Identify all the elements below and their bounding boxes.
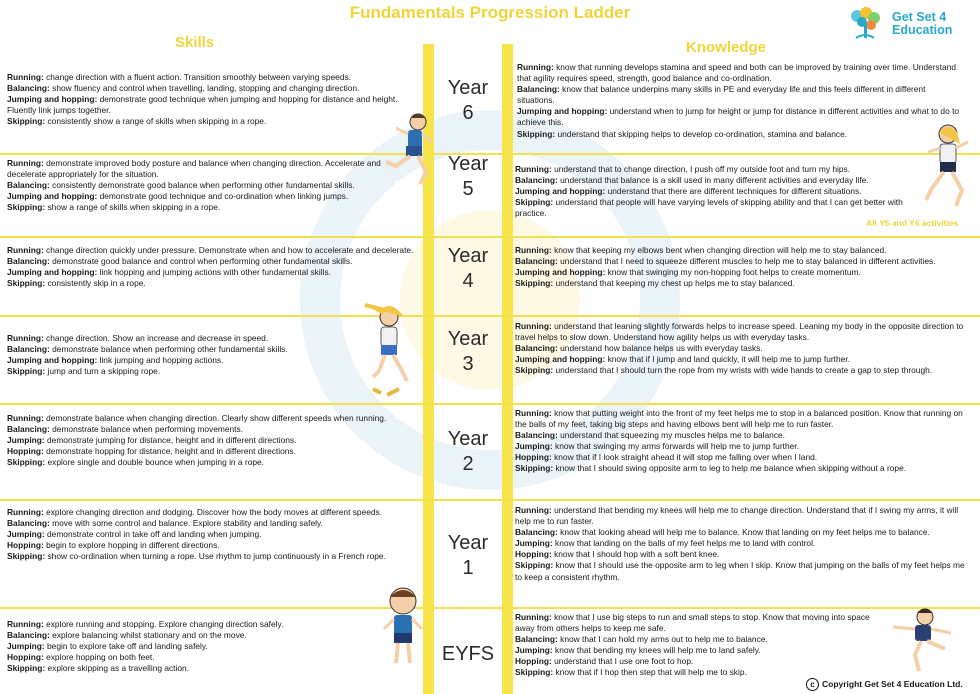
year-label-6 bbox=[434, 76, 502, 126]
knowledge-line: Jumping: know that landing on the balls of my feet helps me to land with control. bbox=[515, 538, 816, 549]
skill-line: Balancing: demonstrate balance when performing other fundamental skills. bbox=[7, 344, 288, 355]
year-label-2 bbox=[434, 427, 502, 477]
brand-logo bbox=[848, 6, 976, 42]
skill-line: Hopping: explore hopping on both feet. bbox=[7, 652, 155, 663]
year-label-text: 5 bbox=[462, 178, 474, 200]
knowledge-line: Hopping: understand that I use one foot to hop. bbox=[515, 656, 694, 667]
knowledge-line: Skipping: know that I should swing opposite arm to leg to help me balance when skipping without a rope. bbox=[515, 463, 907, 474]
skill-line: Running: demonstrate balance when changing direction. Clearly show different speeds when running. bbox=[7, 413, 387, 423]
skills-header: Skills bbox=[175, 34, 215, 51]
skill-line: Balancing: explore balancing whilst stationary and on the move. bbox=[7, 630, 247, 641]
skills-cell-year-1 bbox=[7, 507, 397, 605]
row-divider bbox=[0, 499, 980, 501]
skill-line: Jumping and hopping: demonstrate good technique and co-ordination when linking jumps. bbox=[7, 191, 349, 202]
knowledge-line: Jumping and hopping: know that if I jump and land quickly, it will help me to jump further. bbox=[515, 354, 850, 365]
knowledge-line: Hopping: know that I should hop with a soft bent knee. bbox=[515, 549, 720, 560]
skill-line: Jumping and hopping: link jumping and hopping actions. bbox=[7, 355, 224, 366]
year-label-text: Year bbox=[447, 328, 489, 350]
knowledge-cell-year-6 bbox=[517, 62, 962, 152]
knowledge-line: Skipping: understand that skipping helps to develop co-ordination, stamina and balance. bbox=[517, 128, 848, 139]
knowledge-line: Running: understand that bending my knees will help me to change direction. Understand that if I swing my arms, it will help me to run faster. bbox=[515, 505, 959, 527]
row-divider bbox=[0, 607, 980, 609]
skill-line: Balancing: demonstrate balance when performing movements. bbox=[7, 424, 244, 435]
skill-line: Running: change direction with a fluent action. Transition smoothly between varying speeds. bbox=[7, 72, 352, 82]
knowledge-line: Running: know that keeping my elbows bent when changing direction will help me to stay balanced. bbox=[515, 245, 887, 255]
skill-line: Skipping: explore skipping as a travelling action. bbox=[7, 663, 190, 674]
row-divider bbox=[0, 315, 980, 317]
knowledge-line: Running: know that I use big steps to run and small steps to stop. Know that moving into space away from others helps to keep me safe. bbox=[515, 612, 870, 634]
skill-line: Hopping: begin to explore hopping in different directions. bbox=[7, 540, 220, 551]
year-label-text: EYFS bbox=[441, 643, 495, 665]
skill-line: Skipping: show a range of skills when skipping in a rope. bbox=[7, 202, 221, 213]
running-boy-illustration bbox=[378, 110, 438, 190]
knowledge-cell-year-1 bbox=[515, 505, 973, 605]
skill-line: Balancing: move with some control and balance. Explore stability and landing safely. bbox=[7, 518, 323, 529]
skill-line: Running: explore running and stopping. Explore changing direction safely. bbox=[7, 619, 284, 629]
year-label-text: 2 bbox=[462, 453, 474, 475]
knowledge-line: Jumping: know that swinging my arms forwards will help me to jump further. bbox=[515, 441, 799, 452]
year-label-text: Year bbox=[447, 245, 489, 267]
year-label-5 bbox=[434, 152, 502, 202]
tree-logo-icon bbox=[848, 6, 882, 40]
knowledge-line: Jumping and hopping: understand when to jump for height or jump for distance in different activities and what to do to achieve this. bbox=[517, 106, 960, 128]
skill-line: Jumping and hopping: link hopping and jumping actions with other fundamental skills. bbox=[7, 267, 331, 278]
page-title: Fundamentals Progression Ladder bbox=[349, 3, 631, 22]
skill-line: Jumping and hopping: demonstrate good technique when jumping and hopping for distance and height. Fluently link jumps together. bbox=[7, 94, 398, 116]
knowledge-line: Balancing: understand that I need to squeeze different muscles to help me to stay balanced in different activities. bbox=[515, 256, 936, 267]
skill-line: Hopping: demonstrate hopping for distance, height and in different directions. bbox=[7, 446, 296, 457]
skill-line: Balancing: consistently demonstrate good balance when performing other fundamental skills. bbox=[7, 180, 355, 191]
knowledge-cell-year-4 bbox=[515, 245, 955, 313]
copyright-notice: c Copyright Get Set 4 Education Ltd. bbox=[806, 678, 963, 691]
knowledge-line: Jumping and hopping: understand that there are different techniques for different situations. bbox=[515, 186, 862, 197]
knowledge-line: Jumping: know that bending my knees will help me to land safely. bbox=[515, 645, 761, 656]
knowledge-cell-year-5 bbox=[515, 164, 930, 224]
year-label-eyfs bbox=[434, 642, 502, 667]
skill-line: Running: change direction quickly under pressure. Demonstrate when and how to accelerate and decelerate. bbox=[7, 245, 414, 255]
row-divider bbox=[0, 236, 980, 238]
year-label-3 bbox=[434, 327, 502, 377]
year-label-text: Year bbox=[447, 428, 489, 450]
knowledge-line: Running: know that running develops stamina and speed and both can be improved by training over time. Understand that agility requires speed, strength, good balance and co-ordination. bbox=[517, 62, 956, 84]
year-label-text: Year bbox=[447, 532, 489, 554]
skill-line: Running: demonstrate improved body posture and balance when changing direction. Accelerate and decelerate appropriately for the situation. bbox=[7, 158, 381, 180]
skill-line: Jumping: begin to explore take off and landing safely. bbox=[7, 641, 208, 652]
knowledge-line: Skipping: understand that people will have varying levels of skipping ability and that I can get better with practice. bbox=[515, 197, 903, 219]
knowledge-line: Balancing: understand how balance helps us with everyday tasks. bbox=[515, 343, 763, 354]
skill-line: Skipping: show co-ordination when turning a rope. Use rhythm to jump continuously in a French rope. bbox=[7, 551, 386, 562]
skill-line: Skipping: explore single and double bounce when jumping in a rope. bbox=[7, 457, 264, 468]
skill-line: Balancing: show fluency and control when travelling, landing, stopping and changing direction. bbox=[7, 83, 360, 94]
skill-line: Running: explore changing direction and dodging. Discover how the body moves at different speeds. bbox=[7, 507, 383, 517]
knowledge-line: Running: understand that to change direction, I push off my outside foot and turn my hips. bbox=[515, 164, 851, 174]
knowledge-cell-year-3 bbox=[515, 321, 970, 401]
knowledge-cell-eyfs bbox=[515, 612, 885, 688]
knowledge-line: Hopping: know that if I look straight ahead it will stop me falling over when I land. bbox=[515, 452, 818, 463]
year-label-text: Year bbox=[447, 77, 489, 99]
standing-boy-illustration bbox=[378, 583, 428, 673]
logo-line-2: Education bbox=[892, 23, 953, 37]
knowledge-line: Running: understand that leaning slightly forwards helps to increase speed. Leaning my body in the opposite direction to travel helps to slow down. Understand how agility helps us with everyday tasks. bbox=[515, 321, 964, 343]
knowledge-line: Skipping: know that I should use the opposite arm to leg when I skip. Know that jumping on the balls of my feet helps me to keep a consistent rhythm. bbox=[515, 560, 965, 582]
skill-line: Jumping: demonstrate jumping for distance, height and in different directions. bbox=[7, 435, 297, 446]
knowledge-line: Running: know that putting weight into the front of my feet helps me to stop in a balanced position. Know that running on the balls of my feet, taking big steps and having elbows bent will help me to run faster. bbox=[515, 408, 963, 430]
skill-line: Running: change direction. Show an increase and decrease in speed. bbox=[7, 333, 269, 343]
skill-line: Skipping: consistently skip in a rope. bbox=[7, 278, 146, 289]
knowledge-line: Balancing: know that balance underpins many skills in PE and everyday life and this feels different in different situations. bbox=[517, 84, 926, 106]
knowledge-line: Skipping: understand that keeping my chest up helps me to stay balanced. bbox=[515, 278, 795, 289]
year-label-text: 4 bbox=[462, 270, 474, 292]
knowledge-cell-year-2 bbox=[515, 408, 973, 497]
running-girl-illustration bbox=[922, 122, 977, 212]
knowledge-line: Skipping: understand that I should turn the rope from my wrists with wide hands to create a gap to step through. bbox=[515, 365, 933, 376]
skill-line: Skipping: jump and turn a skipping rope. bbox=[7, 366, 161, 377]
skill-line: Skipping: consistently show a range of skills when skipping in a rope. bbox=[7, 116, 267, 127]
year-label-4 bbox=[434, 244, 502, 294]
knowledge-line: Balancing: know that looking ahead will help me to balance. Know that landing on my feet helps me to balance. bbox=[515, 527, 930, 538]
skill-line: Balancing: demonstrate good balance and control when performing other fundamental skills. bbox=[7, 256, 353, 267]
skipping-girl-illustration bbox=[345, 295, 425, 405]
knowledge-line: Balancing: understand that balance is a skill used in many different activities and everyday life. bbox=[515, 175, 869, 186]
balancing-girl-illustration bbox=[885, 605, 955, 675]
copyright-icon: c bbox=[806, 678, 819, 691]
logo-line-1: Get Set 4 bbox=[892, 10, 947, 24]
year-label-text: 3 bbox=[462, 353, 474, 375]
knowledge-line: Skipping: know that if I hop then step that will help me to skip. bbox=[515, 667, 747, 678]
knowledge-line: Jumping and hopping: know that swinging my non-hopping foot helps to create momentum. bbox=[515, 267, 861, 278]
skills-cell-year-3 bbox=[7, 333, 357, 401]
skills-cell-year-6 bbox=[7, 72, 423, 152]
activities-note: All Y5 and Y6 activities bbox=[866, 218, 959, 228]
year-label-1 bbox=[434, 531, 502, 581]
ladder-rail-right bbox=[502, 44, 513, 694]
skill-line: Jumping: demonstrate control in take off and landing when jumping. bbox=[7, 529, 262, 540]
skills-cell-eyfs bbox=[7, 619, 347, 685]
year-label-text: 1 bbox=[462, 557, 474, 579]
knowledge-header: Knowledge bbox=[686, 39, 767, 56]
skills-cell-year-2 bbox=[7, 413, 392, 497]
knowledge-line: Balancing: understand that squeezing my muscles helps me to balance. bbox=[515, 430, 785, 441]
year-label-text: Year bbox=[447, 153, 489, 175]
row-divider bbox=[0, 403, 980, 405]
year-label-text: 6 bbox=[462, 102, 474, 124]
skills-cell-year-5 bbox=[7, 158, 383, 235]
knowledge-line: Balancing: know that I can hold my arms out to help me to balance. bbox=[515, 634, 768, 645]
